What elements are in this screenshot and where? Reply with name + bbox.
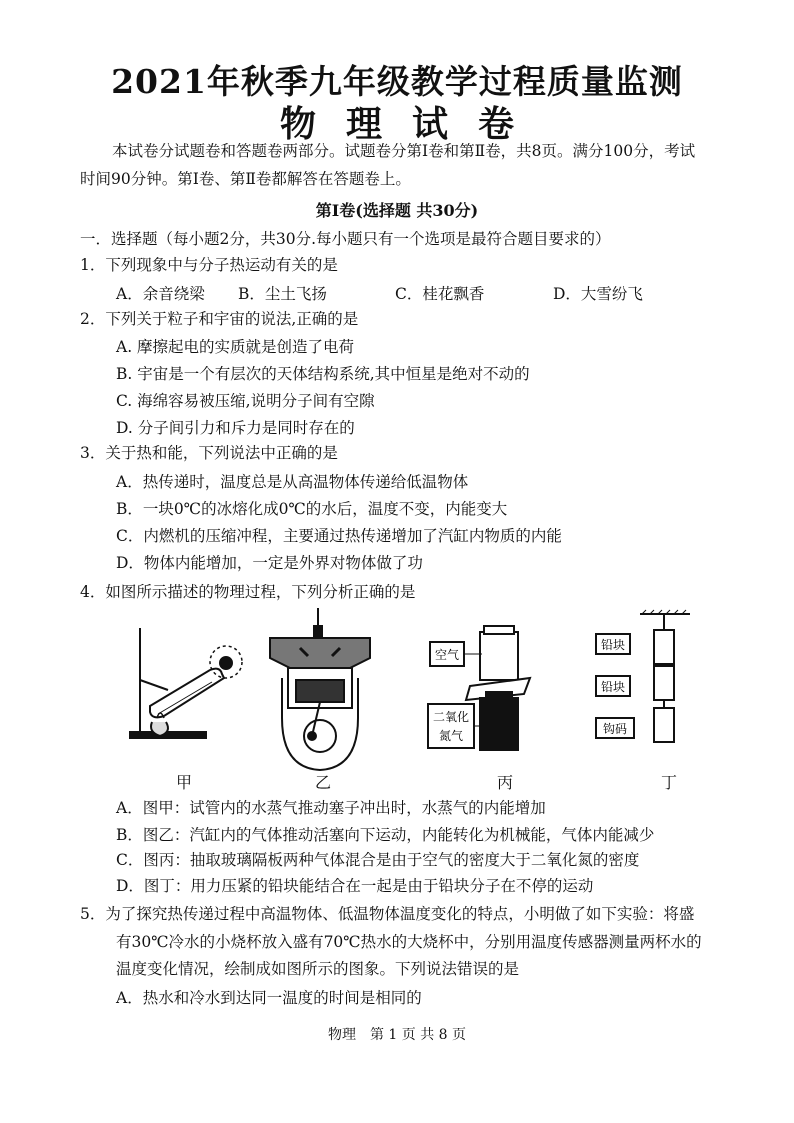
question-4-stem: 4．如图所示描述的物理过程，下列分析正确的是 xyxy=(80,583,416,601)
question-1-option-d: D．大雪纷飞 xyxy=(553,285,643,303)
figure-caption-bing: 丙 xyxy=(497,773,514,792)
label-weight: 钩码 xyxy=(602,722,628,736)
question-4-option-c: C．图丙：抽取玻璃隔板两种气体混合是由于空气的密度大于二氧化氮的密度 xyxy=(116,851,640,869)
question-2-option-b: B. 宇宙是一个有层次的天体结构系统,其中恒星是绝对不动的 xyxy=(116,365,530,383)
part-heading: 一．选择题（每小题2分，共30分.每小题只有一个选项是最符合题目要求的） xyxy=(80,230,611,248)
figure-yi-engine xyxy=(270,608,370,770)
exam-title: 2021年秋季九年级教学过程质量监测 xyxy=(111,62,683,101)
question-4-option-b: B．图乙：汽缸内的气体推动活塞向下运动，内能转化为机械能，气体内能减少 xyxy=(116,826,655,844)
question-5-stem-line-1: 5．为了探究热传递过程中高温物体、低温物体温度变化的特点，小明做了如下实验：将盛 xyxy=(80,905,695,923)
question-2-option-d: D. 分子间引力和斥力是同时存在的 xyxy=(116,419,355,437)
question-3-option-a: A．热传递时，温度总是从高温物体传递给低温物体 xyxy=(116,473,469,491)
label-no2-line1: 二氧化 xyxy=(432,710,470,724)
figure-caption-jia: 甲 xyxy=(176,773,193,792)
question-1-stem: 1．下列现象中与分子热运动有关的是 xyxy=(80,256,338,274)
figure-caption-yi: 乙 xyxy=(315,773,332,792)
question-5-stem-line-3: 温度变化情况，绘制成如图所示的图象。下列说法错误的是 xyxy=(116,960,520,978)
page-footer: 物理 第 1 页 共 8 页 xyxy=(327,1027,467,1043)
question-4-option-d: D．图丁：用力压紧的铅块能结合在一起是由于铅块分子在不停的运动 xyxy=(116,877,594,895)
label-lead-2: 铅块 xyxy=(600,680,626,694)
question-3-option-b: B．一块0℃的冰熔化成0℃的水后，温度不变，内能变大 xyxy=(116,500,508,518)
question-5-stem-line-2: 有30℃冷水的小烧杯放入盛有70℃热水的大烧杯中，分别用温度传感器测量两杯水的 xyxy=(116,933,702,951)
question-4-option-a: A．图甲：试管内的水蒸气推动塞子冲出时，水蒸气的内能增加 xyxy=(116,799,546,817)
label-air: 空气 xyxy=(434,648,460,662)
label-no2-line2: 氮气 xyxy=(438,729,464,743)
question-1-option-a: A．余音绕梁 xyxy=(116,285,205,303)
question-2-option-c: C. 海绵容易被压缩,说明分子间有空隙 xyxy=(116,392,375,410)
intro-line-1: 本试卷分试题卷和答题卷两部分。试题卷分第Ⅰ卷和第Ⅱ卷，共8页。满分100分，考试 xyxy=(112,142,696,160)
question-5-option-a: A．热水和冷水到达同一温度的时间是相同的 xyxy=(116,989,422,1007)
figure-caption-ding: 丁 xyxy=(661,773,678,792)
question-2-stem: 2．下列关于粒子和宇宙的说法,正确的是 xyxy=(80,310,359,328)
question-1-option-c: C．桂花飘香 xyxy=(395,285,485,303)
question-3-stem: 3．关于热和能，下列说法中正确的是 xyxy=(80,444,338,462)
intro-line-2: 时间90分钟。第Ⅰ卷、第Ⅱ卷都解答在答题卷上。 xyxy=(80,170,411,188)
question-3-option-d: D．物体内能增加，一定是外界对物体做了功 xyxy=(116,554,423,572)
label-lead-1: 铅块 xyxy=(600,638,626,652)
figure-jia-test-tube xyxy=(130,628,242,738)
question-2-option-a: A. 摩擦起电的实质就是创造了电荷 xyxy=(116,338,355,356)
question-3-option-c: C．内燃机的压缩冲程，主要通过热传递增加了汽缸内物质的内能 xyxy=(116,527,562,545)
question-4-figures xyxy=(0,608,794,793)
question-1-option-b: B．尘土飞扬 xyxy=(238,285,327,303)
section-title: 第Ⅰ卷(选择题 共30分) xyxy=(315,201,479,220)
exam-subtitle: 物理试卷 xyxy=(279,103,544,145)
